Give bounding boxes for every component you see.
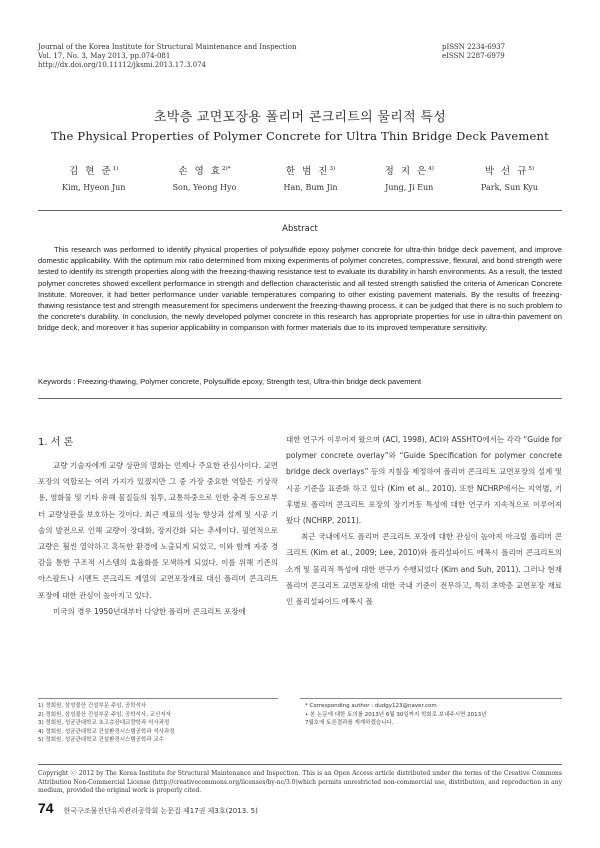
footnote: 4) 정회원, 성균관대학교 건설환경시스템공학과 석사과정 — [38, 728, 175, 735]
footnote-divider-right — [300, 698, 562, 699]
copyright-notice: Copyright ⓒ 2012 by The Korea Institute for Structural Maintenance and Inspection. This is an Open Access article distributed under the terms of the Creative Commons Attribution Non-Commercial License (http://creativecommons.org/licenses/by-nc/3.0)which permits unrestricted non-commercial use, distribution, and reproduction in any medium, provided the original work is properly cited. — [38, 770, 562, 794]
abstract-text: This research was performed to identify physical properties of polysulfide epoxy polymer concrete for ultra-thin bridge deck pavement, and improve domestic applicability. With the optimum mix ratio determined from mixing experiments of polymer concretes, compressive, flexural, and bond strength were tested to identify its strength properties along with the freezing-thawing resistance test to evaluate its durability in harsh environments. As a result, the tested polymer concretes showed excellent performance in strength and deflection characteristic and all tested strength satisfied the criteria of American Concrete Institute. Moreover, it had better performance under variable temperatures comparing to other existing pavement materials. By the results of freezing-thawing resistance test and strength measurement for specimens underwent the freezing-thawing process, it can be judged that there is no such problem to the concrete's durability. In conclusion, the newly developed polymer concrete in this research has appropriate properties for use in ultra-thin pavement on bridge deck, and moreover it has superior applicability in comparison with former materials due to its improved temperature sensitivity. — [38, 245, 562, 333]
paragraph: 대한 연구가 이루어져 왔으며 (ACI, 1998), ACI와 ASSHTO에서는 각각 “Guide for polymer concrete overlay”와 “Guide Specification for polymer concrete bridge deck overlays” 등의 지침을 제정하여 폴리머 콘크리트 교면포장의 설계 및 시공 기준을 표준화 하고 있다 (Kim et al., 2010). 또한 NCHRP에서는 지역별, 기후별로 폴리머 콘크리트 포장의 장기거동 특성에 대한 연구가 지속적으로 이루어져 왔다 (NCHRP, 2011). — [286, 435, 562, 526]
abstract-body — [38, 244, 562, 334]
author-name-en: Park, Sun Kyu — [480, 183, 538, 192]
author-name-en: Han, Bum Jin — [283, 183, 338, 192]
author-affiliation-mark: 4) — [428, 166, 434, 173]
divider-top — [38, 210, 562, 211]
author — [173, 163, 237, 192]
author-name-kr: 손 영 효 — [178, 166, 223, 177]
author — [385, 163, 434, 192]
author-affiliation-mark: 5) — [528, 166, 535, 173]
author-name-en: Son, Yeong Hyo — [172, 183, 237, 192]
paragraph: 최근 국내에서도 폴리머 콘크리트 포장에 대한 관심이 높아져 아크릴 폴리머 콘크리트 (Kim et al., 2009; Lee, 2010)와 폴리설파이드 에폭시 폴리머 콘크리트의 소개 및 물리적 특성에 대한 연구가 수행되었다 (Kim and Suh, 2011). 그러나 현재 폴리머 콘크리트 교면포장에 대한 국내 기준이 전무하고, 특히 초박층 교면포장 재료인 폴리설파이드 에폭시 폴 — [286, 532, 562, 607]
author-name-kr: 한 범 진 — [285, 166, 330, 177]
footnote: 5) 정회원, 성균관대학교 건설환경시스템공학과 교수 — [38, 737, 164, 743]
body-column-left — [38, 458, 278, 620]
author-name-kr: 정 지 은 — [384, 166, 429, 177]
author-list — [62, 163, 538, 192]
page-number: 74 — [38, 800, 54, 816]
keywords-label: Keywords : — [38, 377, 78, 386]
footnote: 7월호에 토론결과를 게재하겠습니다. — [305, 720, 394, 726]
abstract-heading: Abstract — [282, 224, 318, 234]
journal-volume: Vol. 17, No. 3, May 2013, pp.074-081 — [38, 52, 171, 60]
body-column-right — [286, 432, 562, 610]
title-english: The Physical Properties of Polymer Concrete for Ultra Thin Bridge Deck Pavement — [51, 129, 549, 143]
journal-doi[interactable]: http://dx.doi.org/10.11112/jksmi.2013.17.3.074 — [38, 61, 206, 69]
footnote: 1) 정회원, 삼성물산 건설부문 주임, 공학석사 — [38, 703, 147, 709]
corresponding-footnotes — [305, 702, 562, 728]
footnote: 2) 정회원, 삼성물산 건설부문 주임, 공학석사, 교신저자 — [38, 711, 171, 718]
page-footer — [38, 800, 258, 816]
divider-bottom — [38, 398, 562, 399]
author — [62, 163, 125, 192]
author-name-en: Jung, Ji Eun — [385, 183, 434, 192]
paragraph: 교량 기술자에게 교량 상판의 열화는 언제나 주요한 관심사이다. 교면포장의 역할로는 여러 가지가 있겠지만 그 중 가장 중요한 역할은 기상작용, 염화물 및 기타 유해 물질들의 침투, 교통하중으로 인한 충격 등으로부터 교량상판을 보호하는 것이다. 최근 재료의 성능 향상과 설계 및 시공 기술의 발전으로 인해 교량이 장대화, 장지간화 되는 추세이다. 필연적으로 교량은 훨씬 열악하고 혹독한 환경에 노출되게 되었고, 이와 함께 자중 경감을 통한 구조적 시스템의 효율화를 모색하게 되었다. 이를 위해 기존의 아스팔트나 시멘트 콘크리트 계열의 교면포장재료 대신 폴리머 콘크리트 포장에 대한 관심이 높아지고 있다. — [38, 461, 278, 600]
footer-journal: 한국구조물진단유지관리공학회 논문집 제17권 제3호(2013. 5) — [63, 807, 258, 815]
author-name-en: Kim, Hyeon Jun — [62, 183, 126, 192]
author-name-kr: 김 현 준 — [69, 166, 113, 177]
divider-copyright — [38, 764, 562, 765]
journal-name: Journal of the Korea Institute for Structural Maintenance and Inspection — [38, 43, 297, 51]
pissn: pISSN 2234-6937 — [442, 43, 506, 51]
author-name-kr: 박 선 규 — [484, 166, 529, 177]
footnote-divider-left — [38, 698, 278, 699]
footnote: 3) 정회원, 성균관대학교 초고층장대교량학과 석사과정 — [38, 720, 170, 726]
paragraph: 미국의 경우 1950년대부터 다양한 폴리머 콘크리트 포장에 — [53, 606, 246, 616]
journal-header — [38, 43, 358, 70]
author-affiliation-mark: 3) — [329, 166, 336, 173]
keywords-text: Freezing-thawing, Polymer concrete, Polysulfide epoxy, Strength test, Ultra-thin bridge deck pavement — [77, 377, 422, 386]
author — [481, 163, 538, 192]
title-korean: 초박층 교면포장용 폴리머 콘크리트의 물리적 특성 — [153, 110, 447, 125]
keywords-line — [38, 377, 562, 386]
author — [283, 163, 337, 192]
eissn: eISSN 2287-6979 — [442, 52, 505, 60]
author-affiliation-mark: 1) — [112, 166, 119, 173]
footnote: • 본 논문에 대한 토의를 2013년 6월 30일까지 학회로 보내주시면 2013년 — [305, 711, 487, 718]
section-heading: 1. 서 론 — [38, 437, 74, 448]
author-affiliation-mark: 2)* — [222, 166, 231, 173]
footnote: * Corresponding author : dudgy123@naver.com — [305, 703, 437, 709]
affiliation-footnotes — [38, 702, 278, 745]
issn-block — [442, 43, 562, 61]
